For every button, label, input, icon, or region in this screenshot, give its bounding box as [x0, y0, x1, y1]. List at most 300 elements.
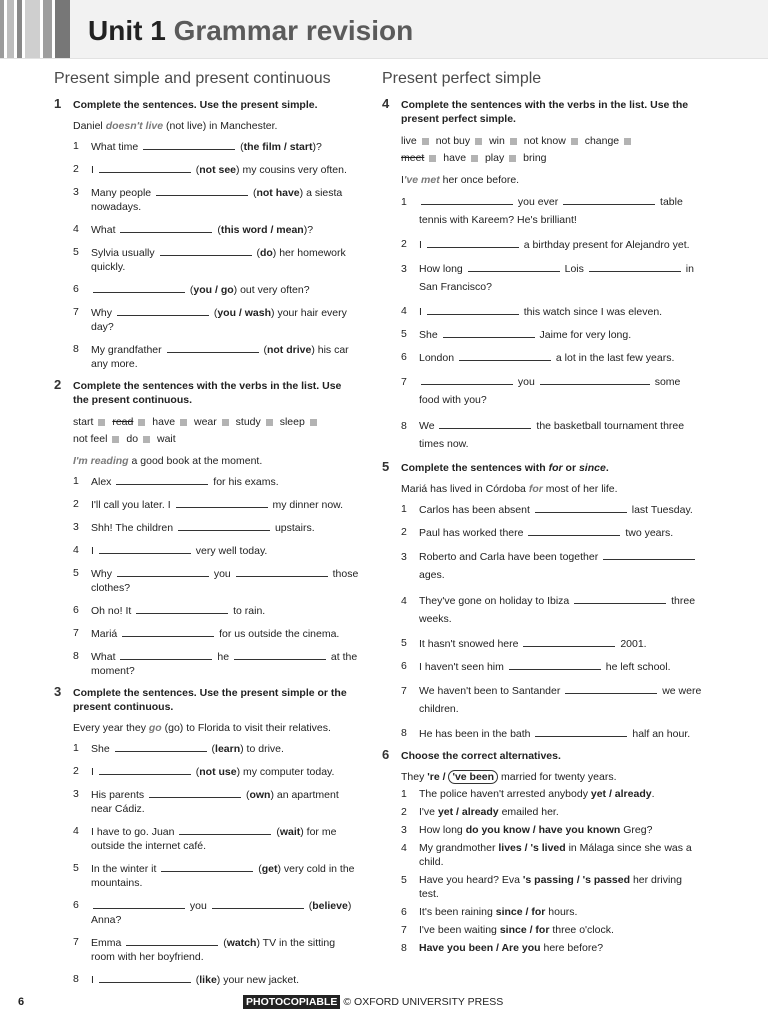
- item-number: 7: [401, 376, 407, 388]
- exercise-item: [73, 898, 360, 927]
- item-text: ages.: [419, 569, 445, 581]
- item-text: in Málaga since she was a child.: [419, 842, 692, 868]
- word-item: not buy: [435, 135, 471, 147]
- answer-blank[interactable]: [179, 824, 271, 835]
- answer-blank[interactable]: [117, 305, 209, 316]
- item-text: my dinner now.: [272, 499, 344, 511]
- exercise-item: [73, 603, 360, 618]
- example-text: Mariá has lived in Córdoba: [401, 483, 526, 495]
- answer-blank[interactable]: [427, 304, 519, 315]
- example-sentence: [401, 770, 702, 784]
- alternatives[interactable]: yet / already: [590, 788, 652, 800]
- answer-blank[interactable]: [116, 474, 208, 485]
- item-text: Emma: [91, 937, 122, 949]
- item-text: Paul has worked there: [419, 527, 524, 539]
- word-item: have: [443, 152, 467, 164]
- footer: [243, 995, 503, 1009]
- item-number: 5: [73, 246, 79, 258]
- answer-blank[interactable]: [178, 520, 270, 531]
- item-prompt: you / wash: [217, 307, 272, 319]
- item-prompt: you / go: [193, 284, 234, 296]
- answer-blank[interactable]: [427, 237, 519, 248]
- exercise-item: [73, 566, 360, 595]
- exercise-item: [73, 972, 360, 987]
- item-text: She: [419, 329, 438, 341]
- decorative-stripes: [0, 0, 70, 58]
- item-text: very well today.: [195, 545, 268, 557]
- item-text: last Tuesday.: [631, 504, 693, 516]
- item-text: you ever: [517, 196, 559, 208]
- bullet-square-icon: [429, 155, 436, 162]
- item-text: I'll call you later. I: [91, 499, 171, 511]
- exercise-item: [73, 222, 360, 237]
- bullet-square-icon: [510, 138, 517, 145]
- item-text: Roberto and Carla have been together: [419, 551, 599, 563]
- item-text: emailed her.: [501, 806, 559, 818]
- item-text: (: [308, 900, 313, 912]
- exercise-item: [401, 726, 702, 741]
- item-text: hours.: [548, 906, 578, 918]
- word-item-crossed: meet: [401, 152, 425, 164]
- item-text: you: [213, 568, 231, 580]
- answer-blank[interactable]: [122, 626, 214, 637]
- answer-blank[interactable]: [563, 194, 655, 205]
- item-text: ) very cold in the mountains.: [91, 863, 355, 889]
- page-header: [0, 0, 768, 59]
- example-answer: I'm reading: [73, 455, 129, 467]
- answer-blank[interactable]: [439, 418, 531, 429]
- example-answer: 've met: [403, 174, 440, 186]
- answer-blank[interactable]: [421, 374, 513, 385]
- item-text: Why: [91, 307, 112, 319]
- item-number: 1: [73, 742, 79, 754]
- exercise-1: [54, 98, 360, 371]
- item-text: In the winter it: [91, 863, 157, 875]
- item-text: he left school.: [605, 661, 671, 673]
- example-text: most of her life.: [545, 483, 618, 495]
- exercise-item: [401, 260, 702, 296]
- item-number: 7: [73, 306, 79, 318]
- example-text: a good book at the moment.: [131, 455, 263, 467]
- exercise-item: [73, 543, 360, 558]
- answer-blank[interactable]: [93, 898, 185, 909]
- item-prompt: get: [261, 863, 278, 875]
- left-column: [54, 68, 360, 995]
- item-number: 5: [401, 328, 407, 340]
- item-text: London: [419, 352, 455, 364]
- word-item: not feel: [73, 433, 108, 445]
- item-number: 4: [73, 223, 79, 235]
- answer-blank[interactable]: [540, 374, 650, 385]
- exercise-instruction: Complete the sentences with the verbs in the list. Use the present perfect simple.: [401, 99, 689, 125]
- exercise-item: [73, 162, 360, 177]
- item-text: here before?: [543, 942, 604, 954]
- item-prompt: not have: [256, 187, 300, 199]
- item-text: (: [195, 766, 200, 778]
- item-text: (: [213, 307, 218, 319]
- example-answer: doesn't live: [105, 120, 164, 132]
- alternatives[interactable]: since / for: [499, 924, 550, 936]
- item-text: two years.: [625, 527, 674, 539]
- item-number: 8: [73, 343, 79, 355]
- item-text: ) a siesta nowadays.: [91, 187, 343, 213]
- item-text: I: [419, 306, 422, 318]
- item-text: ) Anna?: [91, 900, 352, 926]
- example-answer: go: [148, 722, 162, 734]
- answer-blank[interactable]: [99, 162, 191, 173]
- item-text: ) to drive.: [240, 743, 284, 755]
- item-number: 8: [401, 727, 407, 739]
- item-text: I: [91, 545, 94, 557]
- item-text: I haven't seen him: [419, 661, 504, 673]
- item-number: 3: [401, 263, 407, 275]
- exercise-item: [401, 525, 702, 540]
- instruction-keyword: for: [548, 462, 563, 474]
- answer-blank[interactable]: [99, 764, 191, 775]
- item-text: Oh no! It: [91, 605, 132, 617]
- item-text: those clothes?: [91, 568, 359, 594]
- bullet-square-icon: [138, 419, 145, 426]
- alternatives[interactable]: Have you been / Are you: [419, 942, 541, 954]
- item-text: we were children.: [419, 685, 702, 715]
- item-text: ) her homework quickly.: [91, 247, 346, 273]
- item-number: 8: [73, 973, 79, 985]
- word-item: change: [584, 135, 620, 147]
- item-prompt: like: [199, 974, 217, 986]
- word-item: wear: [193, 416, 217, 428]
- exercise-instruction: Complete the sentences. Use the present simple.: [73, 99, 318, 111]
- answer-blank[interactable]: [167, 342, 259, 353]
- exercise-item: [401, 193, 702, 229]
- right-column: [382, 68, 702, 959]
- item-number: 5: [401, 637, 407, 649]
- item-text: some food with you?: [419, 376, 681, 406]
- answer-blank[interactable]: [143, 139, 235, 150]
- item-text: at the moment?: [91, 651, 358, 677]
- item-text: Carlos has been absent: [419, 504, 530, 516]
- item-text: (: [223, 937, 227, 949]
- example-option: 're /: [427, 771, 446, 783]
- bullet-square-icon: [571, 138, 578, 145]
- section-title-present-perfect: Present perfect simple: [382, 70, 542, 87]
- item-text: you: [189, 900, 207, 912]
- item-prompt: not drive: [266, 344, 312, 356]
- copyright-text: © OXFORD UNIVERSITY PRESS: [343, 996, 504, 1008]
- item-number: 4: [73, 825, 79, 837]
- item-text: What: [91, 651, 116, 663]
- answer-blank[interactable]: [160, 245, 252, 256]
- answer-blank[interactable]: [459, 350, 551, 361]
- exercise-3: [54, 686, 360, 987]
- example-text: married for twenty years.: [500, 771, 617, 783]
- item-text: The police haven't arrested anybody: [419, 788, 588, 800]
- exercise-number: 3: [54, 684, 62, 699]
- answer-blank[interactable]: [528, 525, 620, 536]
- bullet-square-icon: [112, 436, 119, 443]
- answer-blank[interactable]: [509, 659, 601, 670]
- exercise-item: [73, 741, 360, 756]
- answer-blank[interactable]: [120, 222, 212, 233]
- item-text: Mariá: [91, 628, 118, 640]
- answer-blank[interactable]: [115, 741, 207, 752]
- item-number: 3: [73, 521, 79, 533]
- exercise-item: [73, 245, 360, 274]
- item-number: 6: [73, 604, 79, 616]
- exercise-4: [382, 98, 702, 453]
- answer-blank[interactable]: [149, 787, 241, 798]
- exercise-instruction: Complete the sentences with the verbs in the list. Use the present continuous.: [73, 380, 342, 406]
- word-item-crossed: read: [112, 416, 134, 428]
- item-prompt: do: [259, 247, 273, 259]
- word-item: do: [126, 433, 139, 445]
- item-number: 4: [401, 305, 407, 317]
- exercise-5: [382, 461, 702, 741]
- word-item: wait: [156, 433, 176, 445]
- answer-blank[interactable]: [565, 683, 657, 694]
- item-number: 7: [73, 627, 79, 639]
- answer-blank[interactable]: [93, 282, 185, 293]
- alternatives[interactable]: do you know / have you known: [465, 824, 621, 836]
- item-text: (: [195, 164, 200, 176]
- item-text: a birthday present for Alejandro yet.: [523, 239, 690, 251]
- item-text: (: [256, 247, 260, 259]
- item-text: three o'clock.: [552, 924, 614, 936]
- answer-blank[interactable]: [603, 549, 695, 560]
- item-number: 3: [401, 824, 407, 836]
- exercise-item: [401, 841, 702, 869]
- exercise-2: [54, 379, 360, 678]
- item-text: for us outside the cinema.: [219, 628, 340, 640]
- answer-blank[interactable]: [523, 636, 615, 647]
- word-item: win: [489, 135, 505, 147]
- item-prompt: not use: [199, 766, 237, 778]
- item-prompt: watch: [226, 937, 257, 949]
- item-number: 2: [401, 806, 407, 818]
- example-circled-answer: 've been: [448, 770, 498, 784]
- item-text: (: [195, 974, 200, 986]
- item-text: (: [245, 789, 250, 801]
- word-item: not know: [523, 135, 566, 147]
- exercise-item: [401, 350, 702, 365]
- item-text: (: [258, 863, 262, 875]
- item-number: 3: [73, 186, 79, 198]
- answer-blank[interactable]: [234, 649, 326, 660]
- item-text: (: [263, 344, 267, 356]
- exercise-item: [73, 497, 360, 512]
- item-prompt: wait: [279, 826, 301, 838]
- exercise-item: [401, 237, 702, 252]
- answer-blank[interactable]: [212, 898, 304, 909]
- answer-blank[interactable]: [574, 593, 666, 604]
- exercise-item: [73, 764, 360, 779]
- exercise-item: [73, 282, 360, 297]
- item-number: 4: [401, 842, 407, 854]
- answer-blank[interactable]: [120, 649, 212, 660]
- item-text: What time: [91, 141, 139, 153]
- item-number: 3: [73, 788, 79, 800]
- exercise-instruction: Choose the correct alternatives.: [401, 750, 561, 762]
- item-text: .: [651, 788, 655, 800]
- item-text: I've been waiting: [419, 924, 497, 936]
- item-text: half an hour.: [632, 728, 691, 740]
- answer-blank[interactable]: [99, 972, 191, 983]
- item-text: ) his car any more.: [91, 344, 349, 370]
- word-item: study: [235, 416, 261, 428]
- item-text: I've: [419, 806, 436, 818]
- example-sentence: [401, 173, 702, 187]
- item-prompt: this word / mean: [220, 224, 304, 236]
- item-text: (: [217, 224, 221, 236]
- answer-blank[interactable]: [117, 566, 209, 577]
- page-title: [88, 14, 413, 48]
- item-text: Alex: [91, 476, 112, 488]
- item-text: Jaime for very long.: [539, 329, 632, 341]
- page-number: 6: [18, 996, 25, 1008]
- example-sentence: [73, 721, 360, 735]
- bullet-square-icon: [471, 155, 478, 162]
- exercise-number: 4: [382, 96, 390, 111]
- exercise-item: [401, 905, 702, 919]
- alternatives[interactable]: since / for: [495, 906, 546, 918]
- item-text: ) my cousins very often.: [236, 164, 347, 176]
- item-text: a lot in the last few years.: [555, 352, 675, 364]
- item-text: )?: [312, 141, 322, 153]
- item-prompt: own: [249, 789, 271, 801]
- example-text: They: [401, 771, 425, 783]
- item-text: Why: [91, 568, 112, 580]
- answer-blank[interactable]: [176, 497, 268, 508]
- item-text: in San Francisco?: [419, 263, 694, 293]
- answer-blank[interactable]: [443, 327, 535, 338]
- item-text: (: [211, 743, 216, 755]
- item-number: 2: [401, 238, 407, 250]
- answer-blank[interactable]: [126, 935, 218, 946]
- item-text: I: [91, 974, 94, 986]
- example-text: I: [401, 174, 404, 186]
- answer-blank[interactable]: [535, 502, 627, 513]
- instruction-text: .: [605, 462, 609, 474]
- item-prompt: learn: [215, 743, 241, 755]
- answer-blank[interactable]: [535, 726, 627, 737]
- item-number: 5: [401, 874, 407, 886]
- answer-blank[interactable]: [236, 566, 328, 577]
- item-text: How long: [419, 824, 463, 836]
- bullet-square-icon: [222, 419, 229, 426]
- item-number: 1: [73, 140, 79, 152]
- example-sentence: [73, 454, 360, 468]
- word-item: bring: [523, 152, 547, 164]
- answer-blank[interactable]: [99, 543, 191, 554]
- item-text: We haven't been to Santander: [419, 685, 561, 697]
- exercise-item: [73, 861, 360, 890]
- item-number: 2: [73, 498, 79, 510]
- word-item: sleep: [279, 416, 305, 428]
- item-text: ) your new jacket.: [216, 974, 300, 986]
- item-text: the basketball tournament three times now.: [419, 420, 685, 450]
- item-number: 1: [73, 475, 79, 487]
- instruction-text: or: [565, 462, 577, 474]
- example-answer: for: [528, 483, 543, 495]
- item-text: ) my computer today.: [236, 766, 335, 778]
- answer-blank[interactable]: [589, 261, 681, 272]
- item-text: My grandmother: [419, 842, 496, 854]
- item-text: Greg?: [623, 824, 653, 836]
- exercise-item: [401, 502, 702, 517]
- item-number: 6: [401, 660, 407, 672]
- item-number: 2: [401, 526, 407, 538]
- answer-blank[interactable]: [468, 261, 560, 272]
- exercise-number: 6: [382, 747, 390, 762]
- bullet-square-icon: [98, 419, 105, 426]
- item-text: Lois: [564, 263, 584, 275]
- title-rest: Grammar revision: [173, 15, 414, 46]
- exercise-item: [401, 636, 702, 651]
- exercise-item: [73, 649, 360, 678]
- example-text: Every year they: [73, 722, 146, 734]
- alternatives[interactable]: yet / already: [437, 806, 499, 818]
- exercise-item: [73, 520, 360, 535]
- section-title-present-simple-continuous: Present simple and present continuous: [54, 70, 331, 87]
- item-text: ) out very often?: [233, 284, 310, 296]
- exercise-item: [401, 805, 702, 819]
- item-text: (: [240, 141, 244, 153]
- alternatives[interactable]: 's passing / 's passed: [522, 874, 631, 886]
- item-number: 7: [401, 924, 407, 936]
- answer-blank[interactable]: [161, 861, 253, 872]
- example-text: her once before.: [442, 174, 520, 186]
- exercise-item: [73, 185, 360, 214]
- exercise-item: [401, 659, 702, 674]
- item-text: My grandfather: [91, 344, 162, 356]
- word-item: live: [401, 135, 417, 147]
- exercise-instruction: Complete the sentences. Use the present simple or the present continuous.: [73, 687, 347, 713]
- word-list: [73, 414, 360, 448]
- title-unit: Unit 1: [88, 15, 166, 46]
- item-number: 3: [401, 551, 407, 563]
- exercise-item: [73, 342, 360, 371]
- item-text: She: [91, 743, 110, 755]
- alternatives[interactable]: lives / 's lived: [498, 842, 566, 854]
- item-prompt: believe: [312, 900, 348, 912]
- example-text: (go) to Florida to visit their relatives.: [164, 722, 331, 734]
- word-item: start: [73, 416, 94, 428]
- exercise-item: [401, 941, 702, 955]
- item-number: 6: [401, 351, 407, 363]
- answer-blank[interactable]: [421, 194, 513, 205]
- exercise-item: [401, 417, 702, 453]
- bullet-square-icon: [143, 436, 150, 443]
- item-text: How long: [419, 263, 463, 275]
- item-number: 5: [73, 567, 79, 579]
- item-number: 7: [73, 936, 79, 948]
- exercise-number: 2: [54, 377, 62, 392]
- exercise-item: [401, 548, 702, 584]
- exercise-number: 5: [382, 459, 390, 474]
- item-text: What: [91, 224, 116, 236]
- item-text: ) your hair every day?: [91, 307, 347, 333]
- answer-blank[interactable]: [136, 603, 228, 614]
- answer-blank[interactable]: [156, 185, 248, 196]
- item-number: 5: [73, 862, 79, 874]
- item-number: 1: [401, 196, 407, 208]
- item-prompt: not see: [199, 164, 237, 176]
- item-text: upstairs.: [274, 522, 315, 534]
- item-text: three weeks.: [419, 595, 696, 625]
- item-text: table tennis with Kareem? He's brilliant!: [419, 196, 683, 226]
- item-text: (: [252, 187, 257, 199]
- exercise-item: [401, 304, 702, 319]
- example-text: Daniel: [73, 120, 103, 132]
